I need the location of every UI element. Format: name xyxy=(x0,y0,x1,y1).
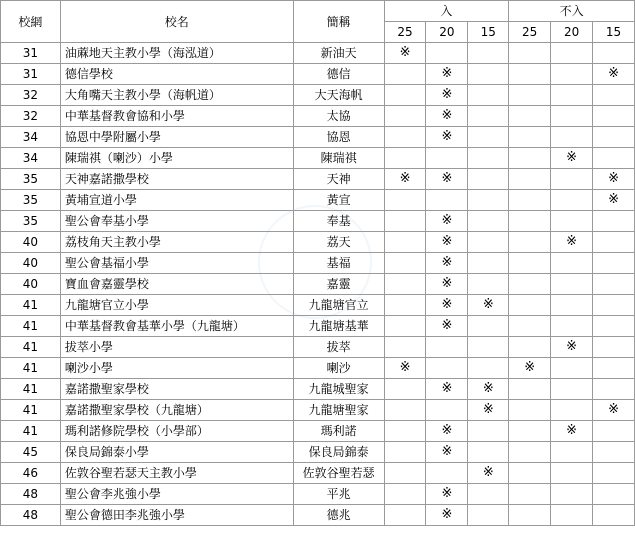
table-row xyxy=(1,295,635,316)
school-name-cell: 黃埔宣道小學 xyxy=(60,190,293,211)
mark-cell xyxy=(468,43,509,64)
mark-cell: ※ xyxy=(426,484,468,505)
mark-cell xyxy=(593,463,635,484)
school-net-cell: 35 xyxy=(1,190,61,211)
mark-cell xyxy=(509,379,551,400)
mark-cell xyxy=(468,85,509,106)
school-net-cell: 35 xyxy=(1,169,61,190)
school-abbr-cell: 九龍城聖家 xyxy=(293,379,384,400)
mark-cell xyxy=(593,337,635,358)
mark-cell xyxy=(468,442,509,463)
school-net-cell: 41 xyxy=(1,358,61,379)
mark-cell: ※ xyxy=(426,421,468,442)
mark-cell: ※ xyxy=(426,211,468,232)
mark-cell: ※ xyxy=(468,400,509,421)
table-row xyxy=(1,169,635,190)
mark-cell xyxy=(593,106,635,127)
header-group-out: 不入 xyxy=(509,1,635,22)
mark-cell xyxy=(593,85,635,106)
school-name-cell: 油蔴地天主教小學（海泓道） xyxy=(60,43,293,64)
mark-cell: ※ xyxy=(426,127,468,148)
mark-cell: ※ xyxy=(426,274,468,295)
school-abbr-cell: 德信 xyxy=(293,64,384,85)
mark-cell xyxy=(509,232,551,253)
header-code: 校網 xyxy=(1,1,61,43)
mark-cell xyxy=(426,400,468,421)
mark-cell xyxy=(551,442,593,463)
school-abbr-cell: 九龍塘聖家 xyxy=(293,400,384,421)
school-abbr-cell: 德兆 xyxy=(293,505,384,526)
school-net-cell: 32 xyxy=(1,106,61,127)
school-abbr-cell: 佐敦谷聖若瑟 xyxy=(293,463,384,484)
mark-cell: ※ xyxy=(551,421,593,442)
school-name-cell: 瑪利諾修院學校（小學部） xyxy=(60,421,293,442)
mark-cell xyxy=(509,211,551,232)
mark-cell: ※ xyxy=(593,190,635,211)
table-row xyxy=(1,64,635,85)
school-abbr-cell: 大天海帆 xyxy=(293,85,384,106)
header-row-top xyxy=(1,1,635,22)
mark-cell xyxy=(426,463,468,484)
mark-cell xyxy=(426,148,468,169)
table-row xyxy=(1,316,635,337)
mark-cell xyxy=(384,505,426,526)
mark-cell xyxy=(509,463,551,484)
table-row xyxy=(1,232,635,253)
mark-cell xyxy=(551,274,593,295)
mark-cell xyxy=(384,127,426,148)
mark-cell xyxy=(551,190,593,211)
mark-cell xyxy=(593,253,635,274)
mark-cell xyxy=(593,379,635,400)
mark-cell xyxy=(551,316,593,337)
mark-cell xyxy=(468,337,509,358)
school-net-cell: 41 xyxy=(1,295,61,316)
school-net-cell: 41 xyxy=(1,421,61,442)
mark-cell xyxy=(384,295,426,316)
mark-cell xyxy=(468,358,509,379)
school-name-cell: 陳瑞祺（喇沙）小學 xyxy=(60,148,293,169)
mark-cell xyxy=(509,421,551,442)
mark-cell xyxy=(384,421,426,442)
mark-cell: ※ xyxy=(468,463,509,484)
mark-cell xyxy=(509,85,551,106)
mark-cell: ※ xyxy=(384,43,426,64)
mark-cell xyxy=(468,127,509,148)
header-sub: 25 xyxy=(509,22,551,43)
table-row xyxy=(1,379,635,400)
table-row xyxy=(1,85,635,106)
school-net-cell: 40 xyxy=(1,232,61,253)
mark-cell xyxy=(384,484,426,505)
mark-cell xyxy=(551,253,593,274)
school-net-cell: 41 xyxy=(1,379,61,400)
school-abbr-cell: 荔天 xyxy=(293,232,384,253)
school-net-cell: 48 xyxy=(1,505,61,526)
table-row xyxy=(1,358,635,379)
table-row xyxy=(1,106,635,127)
mark-cell xyxy=(509,64,551,85)
mark-cell xyxy=(468,232,509,253)
mark-cell: ※ xyxy=(426,106,468,127)
mark-cell xyxy=(509,274,551,295)
mark-cell xyxy=(509,106,551,127)
mark-cell xyxy=(384,442,426,463)
mark-cell: ※ xyxy=(426,295,468,316)
school-net-cell: 48 xyxy=(1,484,61,505)
table-row xyxy=(1,190,635,211)
table-row xyxy=(1,43,635,64)
school-net-cell: 41 xyxy=(1,337,61,358)
school-abbr-cell: 天神 xyxy=(293,169,384,190)
mark-cell xyxy=(468,148,509,169)
mark-cell: ※ xyxy=(426,253,468,274)
mark-cell: ※ xyxy=(426,442,468,463)
mark-cell xyxy=(384,400,426,421)
school-abbr-cell: 拔萃 xyxy=(293,337,384,358)
mark-cell xyxy=(551,505,593,526)
school-abbr-cell: 九龍塘基華 xyxy=(293,316,384,337)
mark-cell xyxy=(593,421,635,442)
mark-cell xyxy=(468,484,509,505)
mark-cell: ※ xyxy=(593,400,635,421)
mark-cell xyxy=(593,274,635,295)
school-abbr-cell: 新油天 xyxy=(293,43,384,64)
table-row xyxy=(1,253,635,274)
mark-cell xyxy=(551,43,593,64)
school-net-cell: 40 xyxy=(1,274,61,295)
mark-cell xyxy=(384,148,426,169)
school-name-cell: 寶血會嘉靈學校 xyxy=(60,274,293,295)
mark-cell xyxy=(551,379,593,400)
school-abbr-cell: 平兆 xyxy=(293,484,384,505)
mark-cell xyxy=(551,295,593,316)
school-name-cell: 聖公會奉基小學 xyxy=(60,211,293,232)
mark-cell: ※ xyxy=(551,337,593,358)
school-name-cell: 嘉諾撒聖家學校（九龍塘） xyxy=(60,400,293,421)
school-name-cell: 拔萃小學 xyxy=(60,337,293,358)
school-abbr-cell: 太協 xyxy=(293,106,384,127)
mark-cell xyxy=(551,85,593,106)
mark-cell xyxy=(593,484,635,505)
mark-cell xyxy=(551,106,593,127)
mark-cell xyxy=(384,190,426,211)
school-name-cell: 嘉諾撒聖家學校 xyxy=(60,379,293,400)
school-net-cell: 34 xyxy=(1,148,61,169)
table-row xyxy=(1,463,635,484)
mark-cell xyxy=(551,64,593,85)
mark-cell xyxy=(384,85,426,106)
mark-cell: ※ xyxy=(426,85,468,106)
mark-cell xyxy=(509,148,551,169)
mark-cell xyxy=(509,295,551,316)
mark-cell xyxy=(384,379,426,400)
header-sub: 20 xyxy=(426,22,468,43)
school-abbr-cell: 奉基 xyxy=(293,211,384,232)
school-net-cell: 31 xyxy=(1,43,61,64)
school-net-cell: 41 xyxy=(1,400,61,421)
mark-cell xyxy=(551,211,593,232)
table-row xyxy=(1,442,635,463)
school-name-cell: 九龍塘官立小學 xyxy=(60,295,293,316)
header-sub: 25 xyxy=(384,22,426,43)
mark-cell: ※ xyxy=(426,64,468,85)
school-abbr-cell: 基福 xyxy=(293,253,384,274)
mark-cell: ※ xyxy=(468,379,509,400)
mark-cell xyxy=(551,358,593,379)
mark-cell xyxy=(593,442,635,463)
mark-cell xyxy=(509,442,551,463)
mark-cell xyxy=(551,463,593,484)
mark-cell xyxy=(468,211,509,232)
mark-cell xyxy=(426,190,468,211)
mark-cell: ※ xyxy=(384,358,426,379)
header-name: 校名 xyxy=(60,1,293,43)
mark-cell xyxy=(426,43,468,64)
school-name-cell: 中華基督教會協和小學 xyxy=(60,106,293,127)
school-name-cell: 中華基督教會基華小學（九龍塘） xyxy=(60,316,293,337)
school-abbr-cell: 瑪利諾 xyxy=(293,421,384,442)
mark-cell xyxy=(593,211,635,232)
mark-cell xyxy=(468,190,509,211)
mark-cell xyxy=(426,358,468,379)
school-name-cell: 聖公會李兆強小學 xyxy=(60,484,293,505)
mark-cell xyxy=(551,400,593,421)
header-sub: 15 xyxy=(593,22,635,43)
mark-cell xyxy=(426,337,468,358)
table-row xyxy=(1,211,635,232)
mark-cell xyxy=(509,190,551,211)
school-abbr-cell: 黃宣 xyxy=(293,190,384,211)
mark-cell xyxy=(468,106,509,127)
header-group-in: 入 xyxy=(384,1,509,22)
school-name-cell: 聖公會基福小學 xyxy=(60,253,293,274)
mark-cell xyxy=(468,316,509,337)
mark-cell: ※ xyxy=(426,379,468,400)
school-name-cell: 大角嘴天主教小學（海帆道） xyxy=(60,85,293,106)
school-name-cell: 荔枝角天主教小學 xyxy=(60,232,293,253)
mark-cell xyxy=(468,505,509,526)
table-row xyxy=(1,337,635,358)
mark-cell: ※ xyxy=(384,169,426,190)
school-net-cell: 40 xyxy=(1,253,61,274)
mark-cell: ※ xyxy=(426,232,468,253)
mark-cell xyxy=(468,64,509,85)
mark-cell xyxy=(593,232,635,253)
header-abbr: 簡稱 xyxy=(293,1,384,43)
mark-cell xyxy=(593,148,635,169)
school-net-cell: 46 xyxy=(1,463,61,484)
mark-cell xyxy=(384,337,426,358)
mark-cell xyxy=(509,505,551,526)
mark-cell xyxy=(593,358,635,379)
school-net-cell: 32 xyxy=(1,85,61,106)
mark-cell: ※ xyxy=(426,169,468,190)
school-net-cell: 41 xyxy=(1,316,61,337)
table-row xyxy=(1,400,635,421)
mark-cell xyxy=(593,127,635,148)
school-abbr-cell: 協恩 xyxy=(293,127,384,148)
mark-cell xyxy=(551,169,593,190)
mark-cell xyxy=(468,253,509,274)
mark-cell: ※ xyxy=(468,295,509,316)
mark-cell xyxy=(384,253,426,274)
school-name-cell: 佐敦谷聖若瑟天主教小學 xyxy=(60,463,293,484)
mark-cell xyxy=(509,316,551,337)
mark-cell xyxy=(384,64,426,85)
mark-cell: ※ xyxy=(509,358,551,379)
mark-cell xyxy=(509,127,551,148)
school-abbr-cell: 嘉靈 xyxy=(293,274,384,295)
mark-cell: ※ xyxy=(551,148,593,169)
school-net-cell: 31 xyxy=(1,64,61,85)
header-sub: 15 xyxy=(468,22,509,43)
table-row xyxy=(1,274,635,295)
mark-cell: ※ xyxy=(426,505,468,526)
school-name-cell: 聖公會德田李兆強小學 xyxy=(60,505,293,526)
school-net-cell: 35 xyxy=(1,211,61,232)
school-net-cell: 34 xyxy=(1,127,61,148)
table-row xyxy=(1,484,635,505)
mark-cell xyxy=(509,337,551,358)
school-name-cell: 天神嘉諾撒學校 xyxy=(60,169,293,190)
mark-cell xyxy=(551,127,593,148)
table-row xyxy=(1,505,635,526)
school-name-cell: 德信學校 xyxy=(60,64,293,85)
mark-cell xyxy=(551,484,593,505)
mark-cell: ※ xyxy=(593,169,635,190)
header-sub: 20 xyxy=(551,22,593,43)
mark-cell xyxy=(509,400,551,421)
mark-cell xyxy=(593,505,635,526)
mark-cell xyxy=(509,169,551,190)
school-abbr-cell: 陳瑞祺 xyxy=(293,148,384,169)
school-name-cell: 協恩中學附屬小學 xyxy=(60,127,293,148)
mark-cell xyxy=(468,274,509,295)
mark-cell: ※ xyxy=(593,64,635,85)
school-net-cell: 45 xyxy=(1,442,61,463)
mark-cell xyxy=(593,43,635,64)
school-abbr-cell: 九龍塘官立 xyxy=(293,295,384,316)
mark-cell xyxy=(384,316,426,337)
mark-cell xyxy=(384,274,426,295)
mark-cell xyxy=(509,484,551,505)
school-name-cell: 保良局錦泰小學 xyxy=(60,442,293,463)
mark-cell xyxy=(384,232,426,253)
mark-cell: ※ xyxy=(426,316,468,337)
mark-cell xyxy=(384,463,426,484)
mark-cell xyxy=(509,253,551,274)
table-row xyxy=(1,421,635,442)
school-abbr-cell: 保良局錦泰 xyxy=(293,442,384,463)
mark-cell: ※ xyxy=(551,232,593,253)
table-row xyxy=(1,148,635,169)
mark-cell xyxy=(468,169,509,190)
school-name-cell: 喇沙小學 xyxy=(60,358,293,379)
mark-cell xyxy=(593,295,635,316)
mark-cell xyxy=(468,421,509,442)
mark-cell xyxy=(384,106,426,127)
mark-cell xyxy=(384,211,426,232)
school-abbr-cell: 喇沙 xyxy=(293,358,384,379)
mark-cell xyxy=(509,43,551,64)
table-row xyxy=(1,127,635,148)
mark-cell xyxy=(593,316,635,337)
